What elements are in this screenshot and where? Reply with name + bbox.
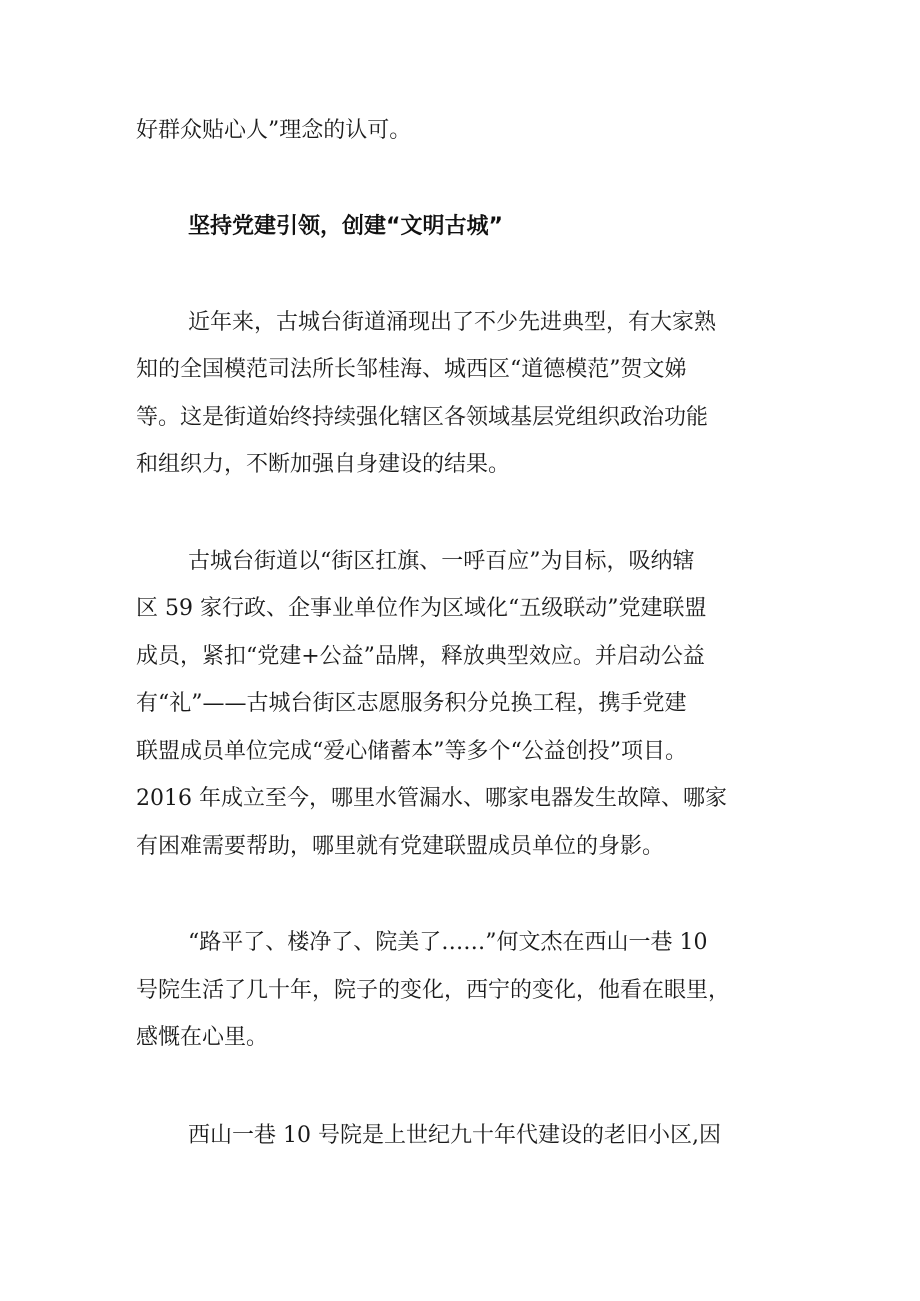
paragraph-line: 有困难需要帮助，哪里就有党建联盟成员单位的身影。 <box>136 834 665 859</box>
paragraph-line: 好群众贴心人”理念的认可。 <box>136 118 412 143</box>
section-heading: 坚持党建引领，创建“文明古城” <box>188 214 503 239</box>
paragraph-line: 有“礼”——古城台街区志愿服务积分兑换工程，携手党建 <box>136 691 687 716</box>
paragraph-line: 近年来，古城台街道涌现出了不少先进典型，有大家熟 <box>188 310 717 335</box>
paragraph-line: 等。这是街道始终持续强化辖区各领域基层党组织政治功能 <box>136 405 709 430</box>
paragraph-line: 联盟成员单位完成“爱心储蓄本”等多个“公益创投”项目。 <box>136 739 687 764</box>
paragraph-line: 古城台街道以“街区扛旗、一呼百应”为目标，吸纳辖 <box>188 549 695 574</box>
paragraph-line: 成员，紧扣“党建+公益”品牌，释放典型效应。并启动公益 <box>136 644 705 669</box>
paragraph-line: 西山一巷 10 号院是上世纪九十年代建设的老旧小区,因 <box>188 1123 721 1148</box>
paragraph-line: 知的全国模范司法所长邹桂海、城西区“道德模范”贺文娣 <box>136 357 687 382</box>
paragraph-line: 区 59 家行政、企事业单位作为区域化“五级联动”党建联盟 <box>136 596 707 621</box>
paragraph-line: 2016 年成立至今，哪里水管漏水、哪家电器发生故障、哪家 <box>136 786 727 811</box>
paragraph-line: 号院生活了几十年，院子的变化，西宁的变化，他看在眼里， <box>136 978 731 1003</box>
paragraph-line: 和组织力，不断加强自身建设的结果。 <box>136 452 511 477</box>
paragraph-line: “路平了、楼净了、院美了……”何文杰在西山一巷 10 <box>188 930 708 955</box>
paragraph-line: 感慨在心里。 <box>136 1025 269 1050</box>
